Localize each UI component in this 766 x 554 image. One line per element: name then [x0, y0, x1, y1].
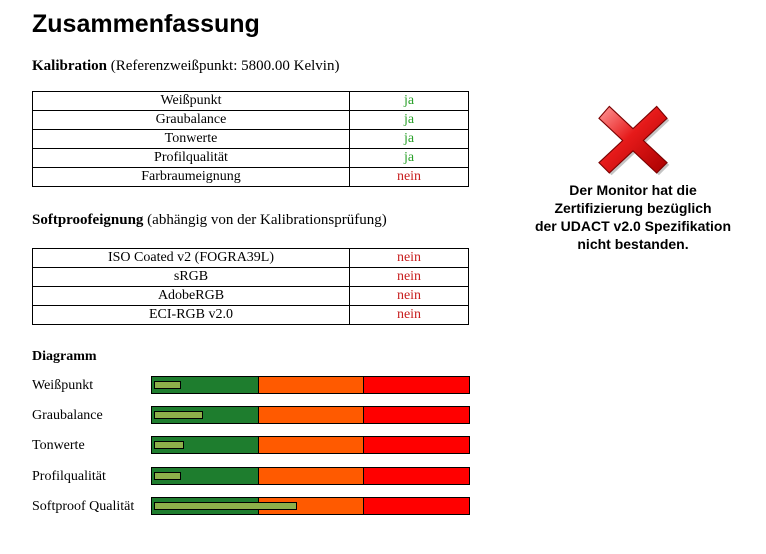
kalibration-table — [32, 91, 469, 187]
row-label: ECI-RGB v2.0 — [33, 306, 350, 325]
diagramm-heading: Diagramm — [32, 349, 97, 364]
softproof-table — [32, 248, 469, 325]
bar-indicator — [154, 411, 203, 419]
row-result: ja — [350, 130, 469, 149]
red-x-icon — [596, 102, 670, 176]
quality-bar — [151, 467, 470, 485]
page-title: Zusammenfassung — [32, 10, 260, 38]
diagram-label: Weißpunkt — [32, 378, 94, 393]
row-label: Profilqualität — [33, 149, 350, 168]
verdict-line: der UDACT v2.0 Spezifikation — [534, 218, 732, 234]
kalibration-heading: Kalibration — [32, 58, 108, 74]
diagram-label: Softproof Qualität — [32, 499, 135, 514]
diagram-label: Graubalance — [32, 408, 103, 423]
row-label: ISO Coated v2 (FOGRA39L) — [33, 249, 350, 268]
table-row — [33, 306, 469, 325]
bar-indicator — [154, 472, 181, 480]
table-row — [33, 168, 469, 187]
row-result: ja — [350, 92, 469, 111]
row-result: nein — [350, 287, 469, 306]
table-row — [33, 111, 469, 130]
row-label: sRGB — [33, 268, 350, 287]
kalibration-note: (Referenzweißpunkt: 5800.00 Kelvin) — [110, 58, 340, 74]
row-label: Farbraumeignung — [33, 168, 350, 187]
row-result: ja — [350, 111, 469, 130]
softproof-heading-line — [32, 212, 387, 229]
row-result: nein — [350, 268, 469, 287]
verdict-text — [512, 181, 754, 253]
row-result: nein — [350, 168, 469, 187]
table-row — [33, 268, 469, 287]
bar-indicator — [154, 441, 184, 449]
diagram-label: Profilqualität — [32, 469, 106, 484]
table-row — [33, 130, 469, 149]
quality-bar — [151, 436, 470, 454]
softproof-note: (abhängig von der Kalibrationsprüfung) — [147, 212, 387, 228]
quality-bar — [151, 376, 470, 394]
row-result: nein — [350, 249, 469, 268]
table-row — [33, 249, 469, 268]
diagram-label: Tonwerte — [32, 438, 85, 453]
row-label: AdobeRGB — [33, 287, 350, 306]
softproof-heading: Softproofeignung — [32, 212, 144, 228]
quality-bar — [151, 406, 470, 424]
table-row — [33, 149, 469, 168]
row-result: nein — [350, 306, 469, 325]
verdict-line: nicht bestanden. — [577, 236, 689, 252]
row-result: ja — [350, 149, 469, 168]
verdict-line: Zertifizierung bezüglich — [554, 200, 712, 216]
kalibration-heading-line — [32, 58, 339, 75]
quality-bar — [151, 497, 470, 515]
table-row — [33, 92, 469, 111]
row-label: Weißpunkt — [33, 92, 350, 111]
verdict-line: Der Monitor hat die — [569, 182, 697, 198]
table-row — [33, 287, 469, 306]
bar-indicator — [154, 502, 297, 510]
row-label: Tonwerte — [33, 130, 350, 149]
row-label: Graubalance — [33, 111, 350, 130]
bar-indicator — [154, 381, 181, 389]
